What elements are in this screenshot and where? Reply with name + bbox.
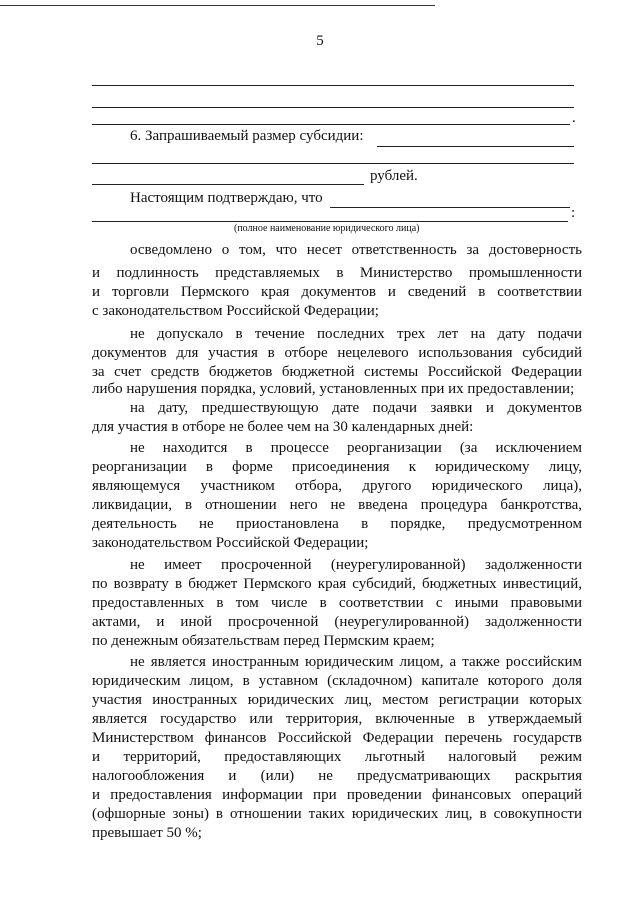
body-line: юридическим лицом, в уставном (складочном) капитале которого доля [92,673,582,689]
body-line: и подлинность представляемых в Министерство промышленности [92,265,582,281]
body-line: налогообложения и (или) не предусматривающих раскрытия [92,768,582,784]
confirm-colon: : [571,205,576,221]
blank-line-3 [92,124,570,125]
blank-line-2 [92,107,574,108]
body-line: ликвидации, в отношении него не введена процедура банкротства, [92,497,582,513]
body-line: предоставленных в том числе в соответствии с иными правовыми [92,595,582,611]
blank-line-1 [92,85,574,86]
body-line: не допускало в течение последних трех лет на дату подачи [130,326,582,342]
body-line: является государство или территория, включенные в утверждаемый [92,711,582,727]
body-line: Министерством финансов Российской Федерации перечень государств [92,730,582,746]
legal-name-field[interactable] [330,207,570,208]
page-number: 5 [316,33,324,49]
rubles-label: рублей. [370,168,418,184]
body-line: участия иностранных юридических лиц, местом регистрации которых [92,692,582,708]
body-line: за счет средств бюджетов бюджетной системы Российской Федерации [92,364,582,380]
body-line: законодательством Российской Федерации; [92,535,369,551]
body-line: по денежным обязательствам перед Пермским краем; [92,633,435,649]
subsidy-amount-label: 6. Запрашиваемый размер субсидии: [130,128,364,144]
body-line: не находится в процессе реорганизации (за исключением [130,440,582,456]
body-line: и территорий, предоставляющих льготный налоговый режим [92,749,582,765]
body-line: актами, и иной просроченной (неурегулированной) задолженности [92,614,582,630]
legal-name-field-line-2[interactable] [92,221,568,222]
subsidy-amount-field[interactable] [377,146,574,147]
body-line: являющемуся участником отбора, другого юридического лица), [92,478,582,494]
body-line: реорганизации в форме присоединения к юридическому лицу, [92,459,582,475]
body-line: не имеет просроченной (неурегулированной) задолженности [130,557,582,573]
body-line: для участия в отборе не более чем на 30 календарных дней: [92,419,474,435]
body-line: и предоставления информации при проведении финансовых операций [92,787,582,803]
body-line: не является иностранным юридическим лицом, а также российским [130,654,582,670]
trailing-period: . [572,110,576,126]
subsidy-amount-field-line-2[interactable] [92,163,574,164]
body-line: на дату, предшествующую дате подачи заявки и документов [130,400,582,416]
body-line: (офшорные зоны) в отношении таких юридических лиц, в совокупности [92,806,582,822]
body-line: и торговли Пермского края документов и сведений в соответствии [92,284,582,300]
top-border-line [0,5,435,6]
body-line: превышает 50 %; [92,825,202,841]
body-line: документов для участия в отборе нецелевого использования субсидий [92,345,582,361]
body-line: деятельность не приостановлена в порядке, предусмотренном [92,516,582,532]
body-line: по возврату в бюджет Пермского края субсидий, бюджетных инвестиций, [92,576,582,592]
body-line: либо нарушения порядка, условий, установленных при их предоставлении; [92,381,575,397]
subsidy-amount-field-line-3[interactable] [92,184,364,185]
body-line: с законодательством Российской Федерации; [92,303,379,319]
legal-name-hint: (полное наименование юридического лица) [234,223,420,234]
body-line: осведомлено о том, что несет ответственность за достоверность [130,242,582,258]
confirm-label: Настоящим подтверждаю, что [130,190,323,206]
